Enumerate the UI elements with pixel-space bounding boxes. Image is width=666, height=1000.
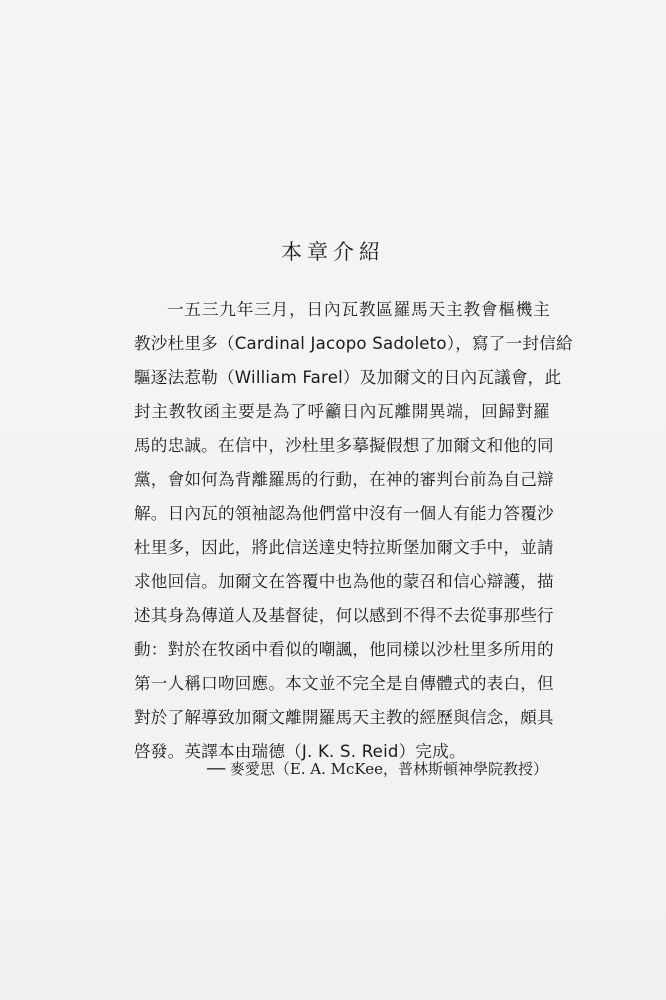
paragraph-line: 述其身為傳道人及基督徒，何以感到不得不去從事那些行 <box>134 606 554 625</box>
paragraph-line: 驅逐法惹勒（William Farel）及加爾文的日內瓦議會，此 <box>134 368 562 387</box>
paragraph-line: 啓發。英譯本由瑞德（J. K. S. Reid）完成。 <box>134 742 466 761</box>
author-attribution: ── 麥愛思（E. A. McKee，普林斯頓神學院教授） <box>206 760 548 778</box>
paragraph-line: 動：對於在牧函中看似的嘲諷，他同樣以沙杜里多所用的 <box>134 640 554 659</box>
paragraph-line: 第一人稱口吻回應。本文並不完全是自傳體式的表白，但 <box>134 674 554 693</box>
paragraph-line: 杜里多，因此，將此信送達史特拉斯堡加爾文手中，並請 <box>134 538 554 557</box>
paragraph-line: 對於了解導致加爾文離開羅馬天主教的經歷與信念，頗具 <box>134 708 554 727</box>
paragraph-line: 封主教牧函主要是為了呼籲日內瓦離開異端，回歸對羅 <box>134 402 550 421</box>
intro-paragraph <box>134 293 573 769</box>
paragraph-line: 教沙杜里多（Cardinal Jacopo Sadoleto），寫了一封信給 <box>134 334 573 353</box>
paragraph-line: 解。日內瓦的領袖認為他們當中沒有一個人有能力答覆沙 <box>134 504 554 523</box>
paragraph-line: 一五三九年三月，日內瓦教區羅馬天主教會樞機主 <box>167 300 550 319</box>
paragraph-line: 馬的忠誠。在信中，沙杜里多摹擬假想了加爾文和他的同 <box>134 436 554 455</box>
paragraph-line: 求他回信。加爾文在答覆中也為他的蒙召和信心辯護，描 <box>134 572 554 591</box>
chapter-title: 本章介紹 <box>281 240 385 264</box>
paragraph-line: 黨，會如何為背離羅馬的行動，在神的審判台前為自己辯 <box>134 470 554 489</box>
